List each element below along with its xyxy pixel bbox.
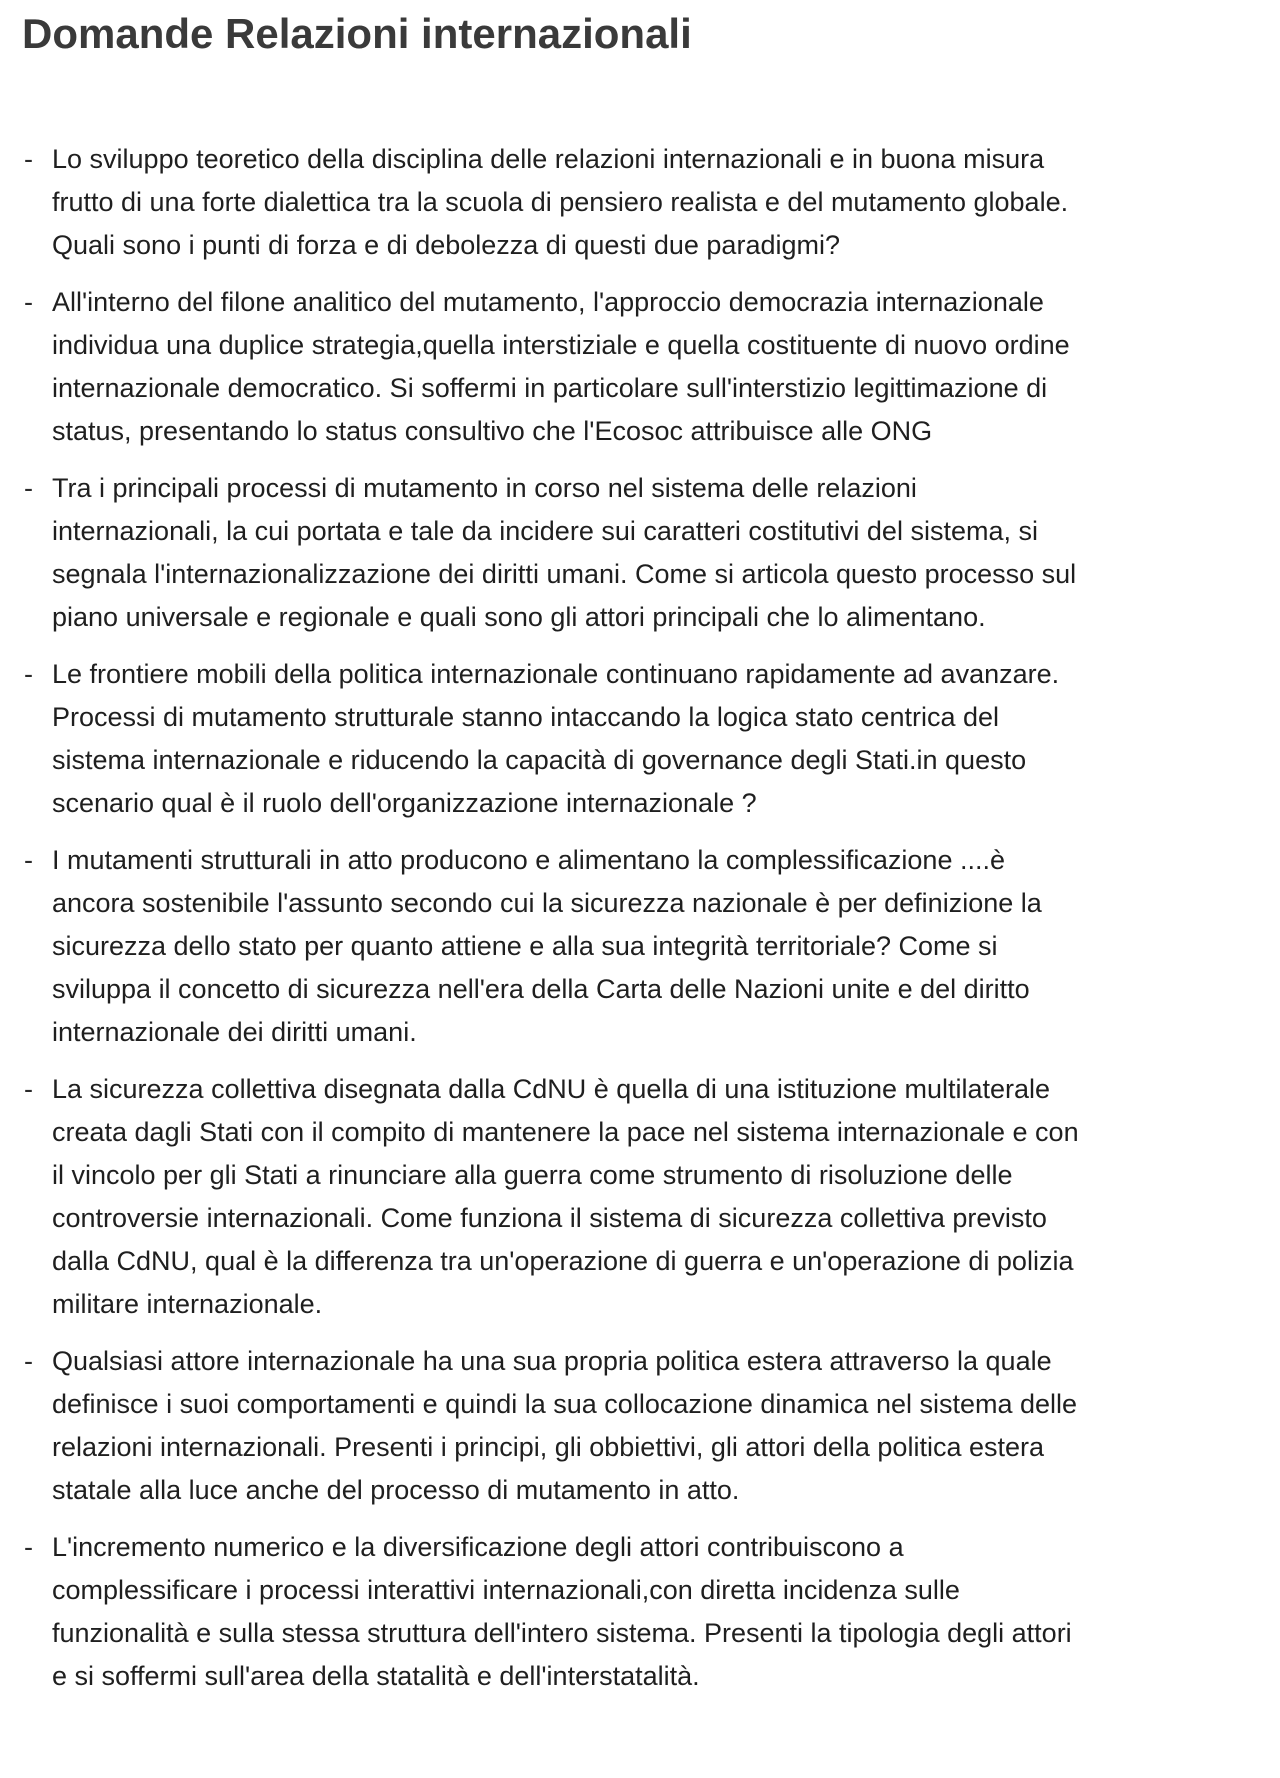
question-line: segnala l'internazionalizzazione dei diritti umani. Come si articola questo processo sul bbox=[52, 559, 1077, 589]
bullet-dash: - bbox=[24, 1346, 33, 1376]
bullet-dash: - bbox=[24, 1532, 33, 1562]
question-text bbox=[52, 1068, 1240, 1326]
question-line: funzionalità e sulla stessa struttura dell'intero sistema. Presenti la tipologia degli attori bbox=[52, 1618, 1072, 1648]
bullet-dash: - bbox=[24, 144, 33, 174]
question-line: statale alla luce anche del processo di mutamento in atto. bbox=[52, 1475, 740, 1505]
question-line: L'incremento numerico e la diversificazione degli attori contribuiscono a bbox=[52, 1532, 904, 1562]
bullet-dash: - bbox=[24, 659, 33, 689]
question-line: piano universale e regionale e quali sono gli attori principali che lo alimentano. bbox=[52, 602, 986, 632]
bullet-dash: - bbox=[24, 1074, 33, 1104]
page-title: Domande Relazioni internazionali bbox=[22, 10, 692, 57]
bullet-dash: - bbox=[24, 845, 33, 875]
question-line: Qualsiasi attore internazionale ha una sua propria politica estera attraverso la quale bbox=[52, 1346, 1052, 1376]
question-line: internazionale dei diritti umani. bbox=[52, 1017, 417, 1047]
question-line: relazioni internazionali. Presenti i principi, gli obbiettivi, gli attori della politica estera bbox=[52, 1432, 1044, 1462]
question-line: il vincolo per gli Stati a rinunciare alla guerra come strumento di risoluzione delle bbox=[52, 1160, 1013, 1190]
question-item bbox=[0, 281, 1280, 453]
question-line: Quali sono i punti di forza e di debolezza di questi due paradigmi? bbox=[52, 230, 840, 260]
question-item bbox=[0, 1068, 1280, 1326]
question-line: Processi di mutamento strutturale stanno intaccando la logica stato centrica del bbox=[52, 702, 1000, 732]
question-line: Lo sviluppo teoretico della disciplina delle relazioni internazionali e in buona misura bbox=[52, 144, 1045, 174]
question-line: internazionale democratico. Si soffermi in particolare sull'interstizio legittimazione di bbox=[52, 373, 1048, 403]
question-line: status, presentando lo status consultivo che l'Ecosoc attribuisce alle ONG bbox=[52, 416, 933, 446]
question-line: definisce i suoi comportamenti e quindi la sua collocazione dinamica nel sistema delle bbox=[52, 1389, 1078, 1419]
question-text bbox=[52, 653, 1240, 825]
question-item bbox=[0, 1526, 1280, 1698]
question-line: I mutamenti strutturali in atto producono e alimentano la complessificazione ....è bbox=[52, 845, 1005, 875]
question-item bbox=[0, 1340, 1280, 1512]
question-line: sicurezza dello stato per quanto attiene e alla sua integrità territoriale? Come si bbox=[52, 931, 998, 961]
question-line: complessificare i processi interattivi internazionali,con diretta incidenza sulle bbox=[52, 1575, 960, 1605]
question-line: creata dagli Stati con il compito di mantenere la pace nel sistema internazionale e con bbox=[52, 1117, 1079, 1147]
question-text bbox=[52, 1340, 1240, 1512]
question-line: scenario qual è il ruolo dell'organizzazione internazionale ? bbox=[52, 788, 757, 818]
question-text bbox=[52, 839, 1240, 1054]
question-line: All'interno del filone analitico del mutamento, l'approccio democrazia internazionale bbox=[52, 287, 1044, 317]
question-text bbox=[52, 1526, 1240, 1698]
question-line: militare internazionale. bbox=[52, 1289, 323, 1319]
bullet-dash: - bbox=[24, 287, 33, 317]
question-item bbox=[0, 138, 1280, 267]
question-text bbox=[52, 281, 1240, 453]
question-line: controversie internazionali. Come funziona il sistema di sicurezza collettiva previsto bbox=[52, 1203, 1047, 1233]
question-line: ancora sostenibile l'assunto secondo cui la sicurezza nazionale è per definizione la bbox=[52, 888, 1042, 918]
question-item bbox=[0, 839, 1280, 1054]
question-item bbox=[0, 653, 1280, 825]
question-line: sistema internazionale e riducendo la capacità di governance degli Stati.in questo bbox=[52, 745, 1027, 775]
question-line: individua una duplice strategia,quella interstiziale e quella costituente di nuovo ordine bbox=[52, 330, 1070, 360]
question-list bbox=[0, 138, 1280, 1698]
question-text bbox=[52, 467, 1240, 639]
question-line: Le frontiere mobili della politica internazionale continuano rapidamente ad avanzare. bbox=[52, 659, 1060, 689]
question-line: sviluppa il concetto di sicurezza nell'era della Carta delle Nazioni unite e del diritto bbox=[52, 974, 1030, 1004]
question-item bbox=[0, 467, 1280, 639]
question-line: Tra i principali processi di mutamento in corso nel sistema delle relazioni bbox=[52, 473, 917, 503]
question-line: frutto di una forte dialettica tra la scuola di pensiero realista e del mutamento globale. bbox=[52, 187, 1069, 217]
question-line: e si soffermi sull'area della statalità e dell'interstatalità. bbox=[52, 1661, 700, 1691]
question-line: La sicurezza collettiva disegnata dalla CdNU è quella di una istituzione multilaterale bbox=[52, 1074, 1051, 1104]
question-line: internazionali, la cui portata e tale da incidere sui caratteri costitutivi del sistema, si bbox=[52, 516, 1038, 546]
question-text bbox=[52, 138, 1240, 267]
question-line: dalla CdNU, qual è la differenza tra un'operazione di guerra e un'operazione di polizia bbox=[52, 1246, 1074, 1276]
bullet-dash: - bbox=[24, 473, 33, 503]
